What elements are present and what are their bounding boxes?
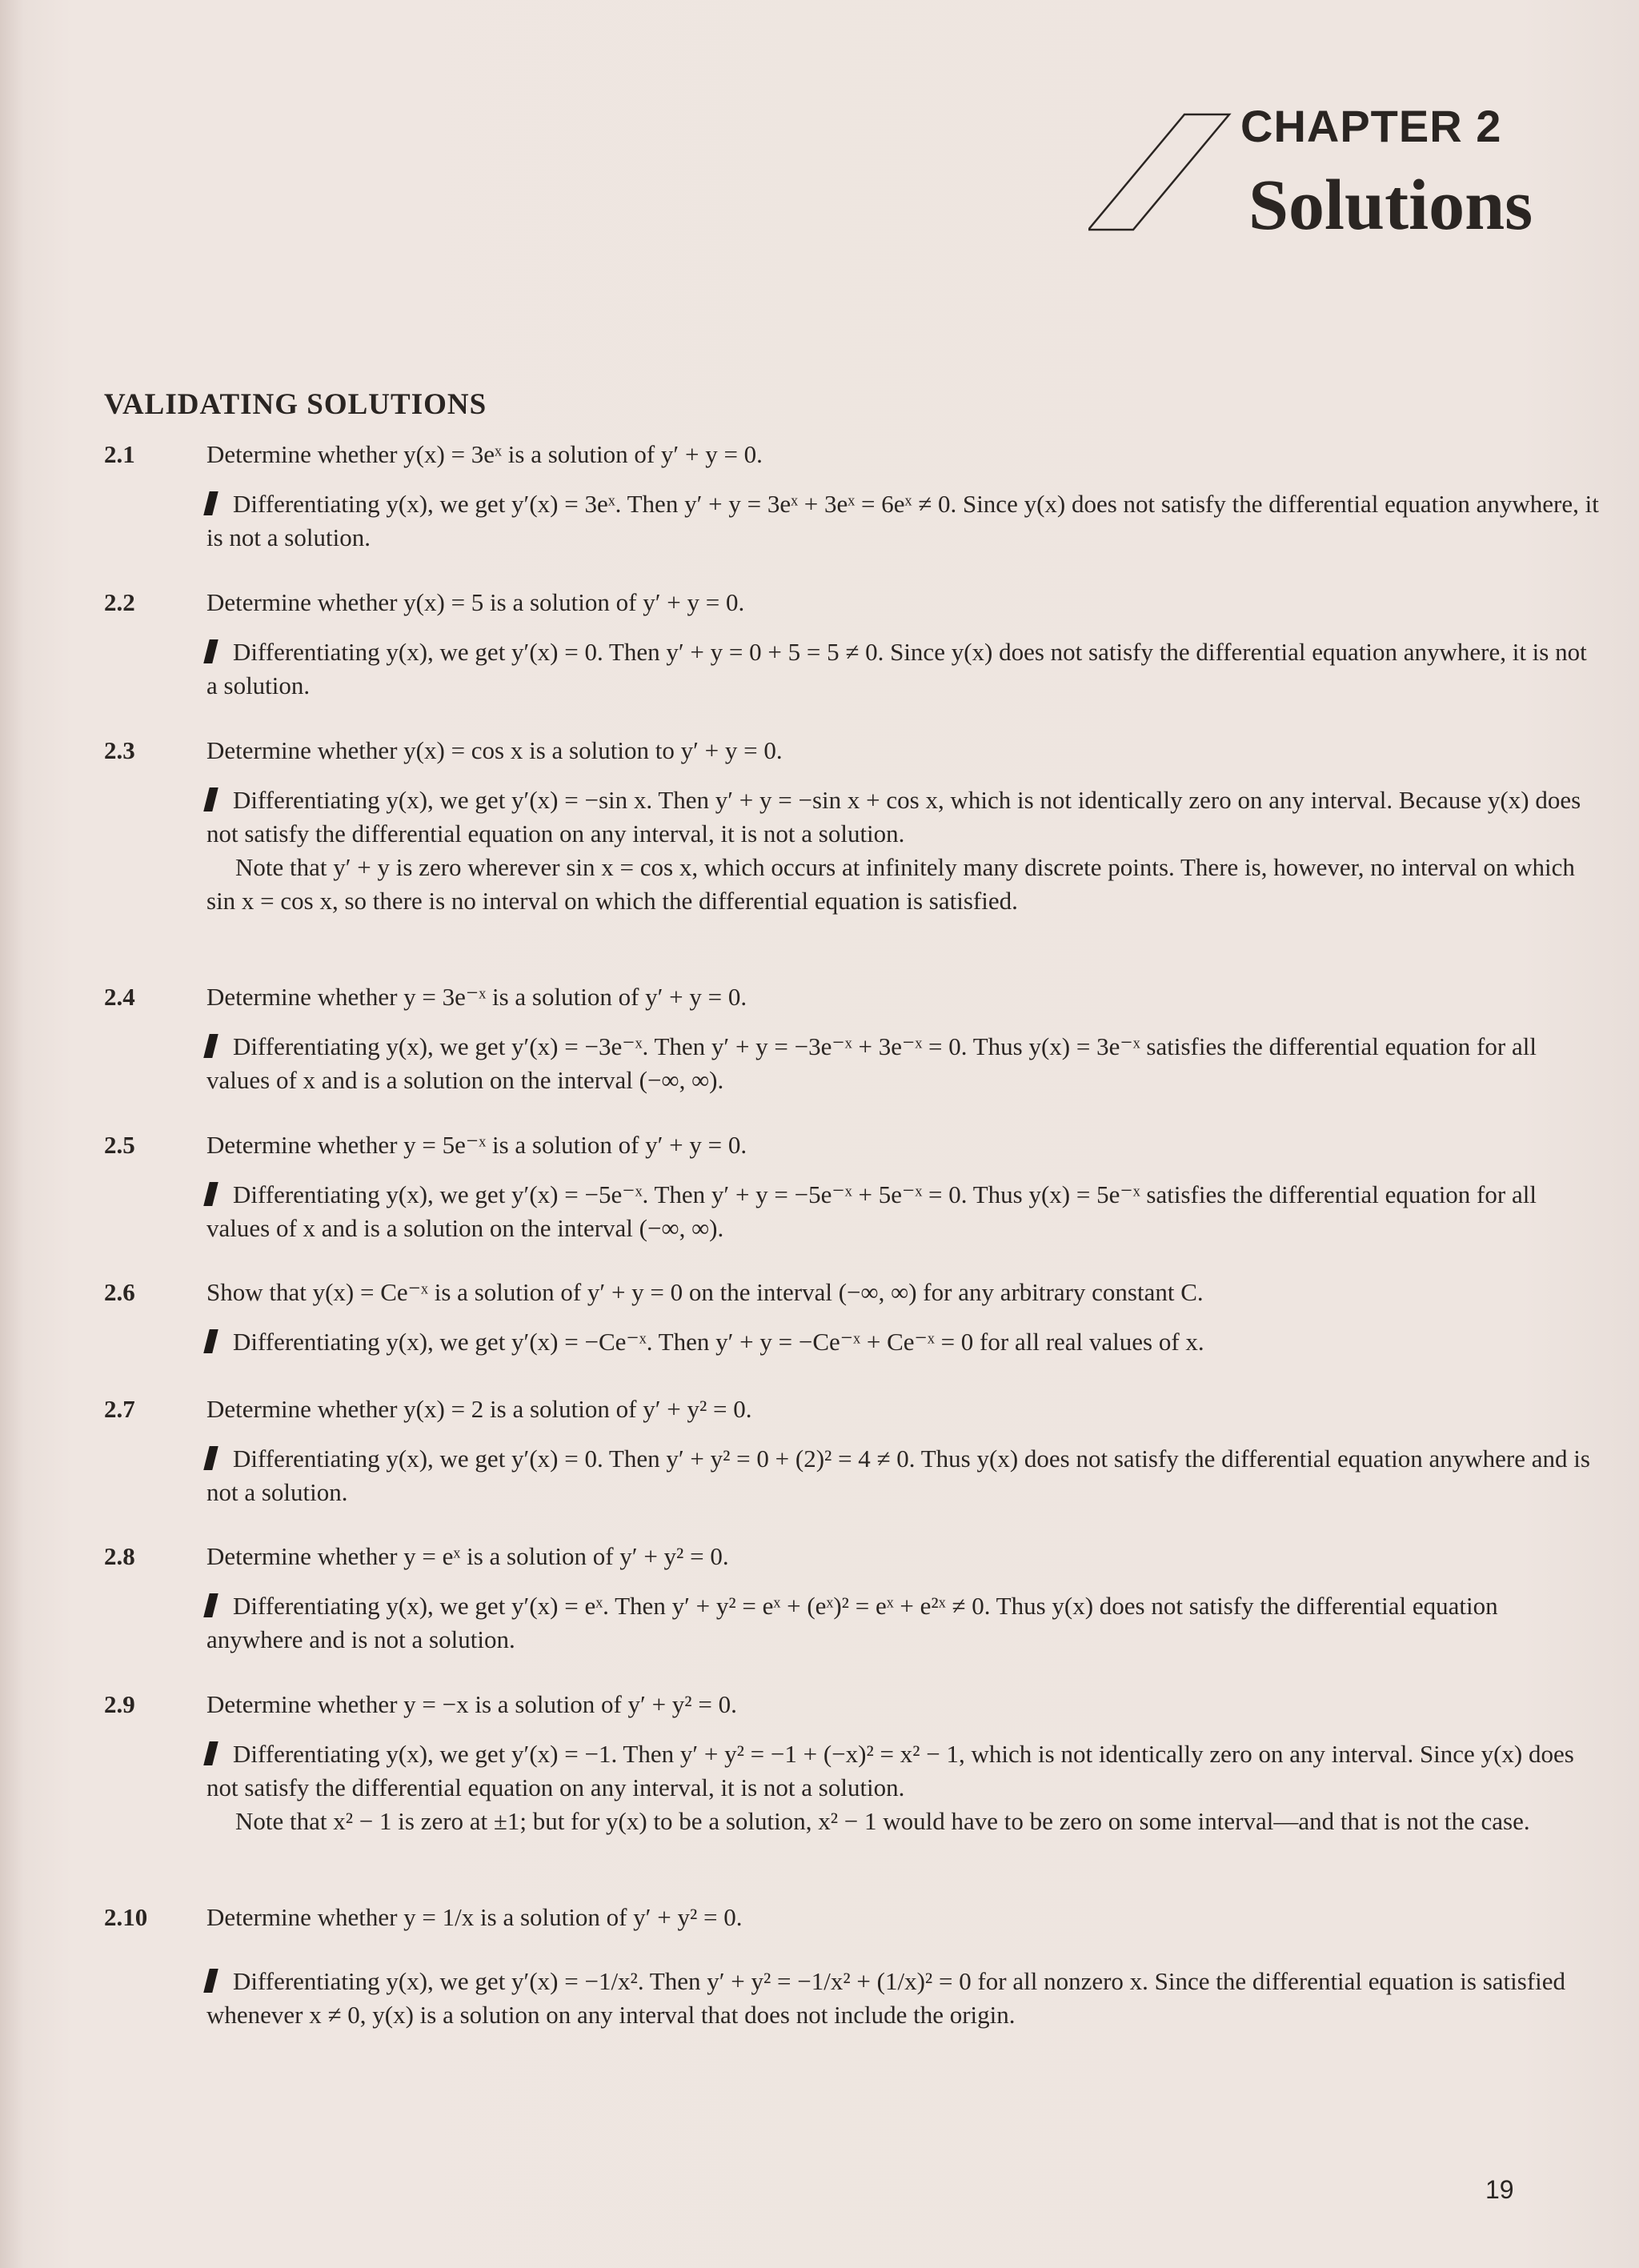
solution-text: Differentiating y(x), we get y′(x) = −1. Then y′ + y² = −1 + (−x)² = x² − 1, which is not identically zero on any interval. Since y(x) does not satisfy the differential equation on any interval, it is not a solution. [206,1740,1574,1801]
solution-marker-icon [203,1329,218,1353]
chapter-slash-graphic [1088,108,1232,236]
solution-marker-icon [203,639,218,663]
problem-solution [206,1442,1599,1509]
solution-marker-icon [203,491,218,515]
problem-number: 2.4 [104,983,135,1011]
problem-solution [206,1178,1599,1245]
problem-question: Determine whether y = 1/x is a solution of y′ + y² = 0. [206,1903,743,1931]
problem-solution [206,1589,1599,1657]
problem-question: Determine whether y(x) = 2 is a solution of y′ + y² = 0. [206,1395,752,1423]
chapter-label: CHAPTER 2 [1240,101,1502,151]
solution-marker-icon [203,1593,218,1617]
chapter-title: Solutions [1248,166,1533,245]
solution-text: Differentiating y(x), we get y′(x) = 3eˣ. Then y′ + y = 3eˣ + 3eˣ = 6eˣ ≠ 0. Since y(x) does not satisfy the differential equation anywhere, it is not a solution. [206,490,1599,551]
solution-text: Differentiating y(x), we get y′(x) = eˣ. Then y′ + y² = eˣ + (eˣ)² = eˣ + e²ˣ ≠ 0. Thus y(x) does not satisfy the differential equation anywhere and is not a solution. [206,1592,1498,1653]
problem-solution [206,1325,1599,1359]
problem-solution [206,1965,1599,2032]
problem-question: Show that y(x) = Ce⁻ˣ is a solution of y′ + y = 0 on the interval (−∞, ∞) for any arbitrary constant C. [206,1278,1204,1306]
problem-solution [206,1030,1599,1097]
problem-question: Determine whether y(x) = 5 is a solution of y′ + y = 0. [206,588,745,616]
problem-solution [206,487,1599,555]
problem-question: Determine whether y = −x is a solution of y′ + y² = 0. [206,1690,737,1718]
problem-solution [206,635,1599,703]
solution-marker-icon [203,1741,218,1765]
problem-number: 2.2 [104,588,135,616]
solution-text: Differentiating y(x), we get y′(x) = 0. Then y′ + y = 0 + 5 = 5 ≠ 0. Since y(x) does not satisfy the differential equation anywhere, it is not a solution. [206,638,1587,699]
problem-question: Determine whether y = 3e⁻ˣ is a solution of y′ + y = 0. [206,983,747,1011]
solution-text: Differentiating y(x), we get y′(x) = −3e⁻ˣ. Then y′ + y = −3e⁻ˣ + 3e⁻ˣ = 0. Thus y(x) = 3e⁻ˣ satisfies the differential equation for all values of x and is a solution on the interval (−∞, ∞). [206,1032,1537,1094]
solution-note: Note that x² − 1 is zero at ±1; but for y(x) to be a solution, x² − 1 would have to be zero on some interval—and that is not the case. [235,1807,1530,1835]
solution-marker-icon [203,1182,218,1206]
problem-number: 2.6 [104,1278,135,1306]
solution-marker-icon [203,1034,218,1058]
chapter-header [1088,100,1609,244]
problem-question: Determine whether y = eˣ is a solution of y′ + y² = 0. [206,1542,729,1570]
problem-number: 2.7 [104,1395,135,1423]
page-number: 19 [1485,2175,1514,2204]
solution-marker-icon [203,1969,218,1993]
solution-text: Differentiating y(x), we get y′(x) = −Ce⁻ˣ. Then y′ + y = −Ce⁻ˣ + Ce⁻ˣ = 0 for all real values of x. [233,1328,1204,1356]
solution-marker-icon [203,1446,218,1470]
solution-marker-icon [203,787,218,811]
problem-number: 2.9 [104,1690,135,1718]
problem-number: 2.8 [104,1542,135,1570]
solution-text: Differentiating y(x), we get y′(x) = −5e⁻ˣ. Then y′ + y = −5e⁻ˣ + 5e⁻ˣ = 0. Thus y(x) = 5e⁻ˣ satisfies the differential equation for all values of x and is a solution on the interval (−∞, ∞). [206,1180,1537,1242]
problem-question: Determine whether y(x) = cos x is a solution to y′ + y = 0. [206,736,783,764]
solution-text: Differentiating y(x), we get y′(x) = −1/x². Then y′ + y² = −1/x² + (1/x)² = 0 for all nonzero x. Since the differential equation is satisfied whenever x ≠ 0, y(x) is a solution on any interval that does not include the origin. [206,1967,1566,2029]
solution-text: Differentiating y(x), we get y′(x) = −sin x. Then y′ + y = −sin x + cos x, which is not identically zero on any interval. Because y(x) does not satisfy the differential equation on any interval, it is not a solution. [206,786,1581,847]
problem-number: 2.1 [104,440,135,468]
problem-question: Determine whether y(x) = 3eˣ is a solution of y′ + y = 0. [206,440,763,468]
problem-solution [206,1737,1599,1838]
problem-number: 2.10 [104,1903,148,1931]
solution-note: Note that y′ + y is zero wherever sin x = cos x, which occurs at infinitely many discrete points. There is, however, no interval on which sin x = cos x, so there is no interval on which the differential equation is satisfied. [206,853,1575,915]
problem-question: Determine whether y = 5e⁻ˣ is a solution of y′ + y = 0. [206,1131,747,1159]
solution-text: Differentiating y(x), we get y′(x) = 0. Then y′ + y² = 0 + (2)² = 4 ≠ 0. Thus y(x) does not satisfy the differential equation anywhere and is not a solution. [206,1445,1590,1506]
problem-number: 2.3 [104,736,135,764]
problem-solution [206,783,1599,918]
problem-number: 2.5 [104,1131,135,1159]
section-heading: VALIDATING SOLUTIONS [104,388,487,421]
